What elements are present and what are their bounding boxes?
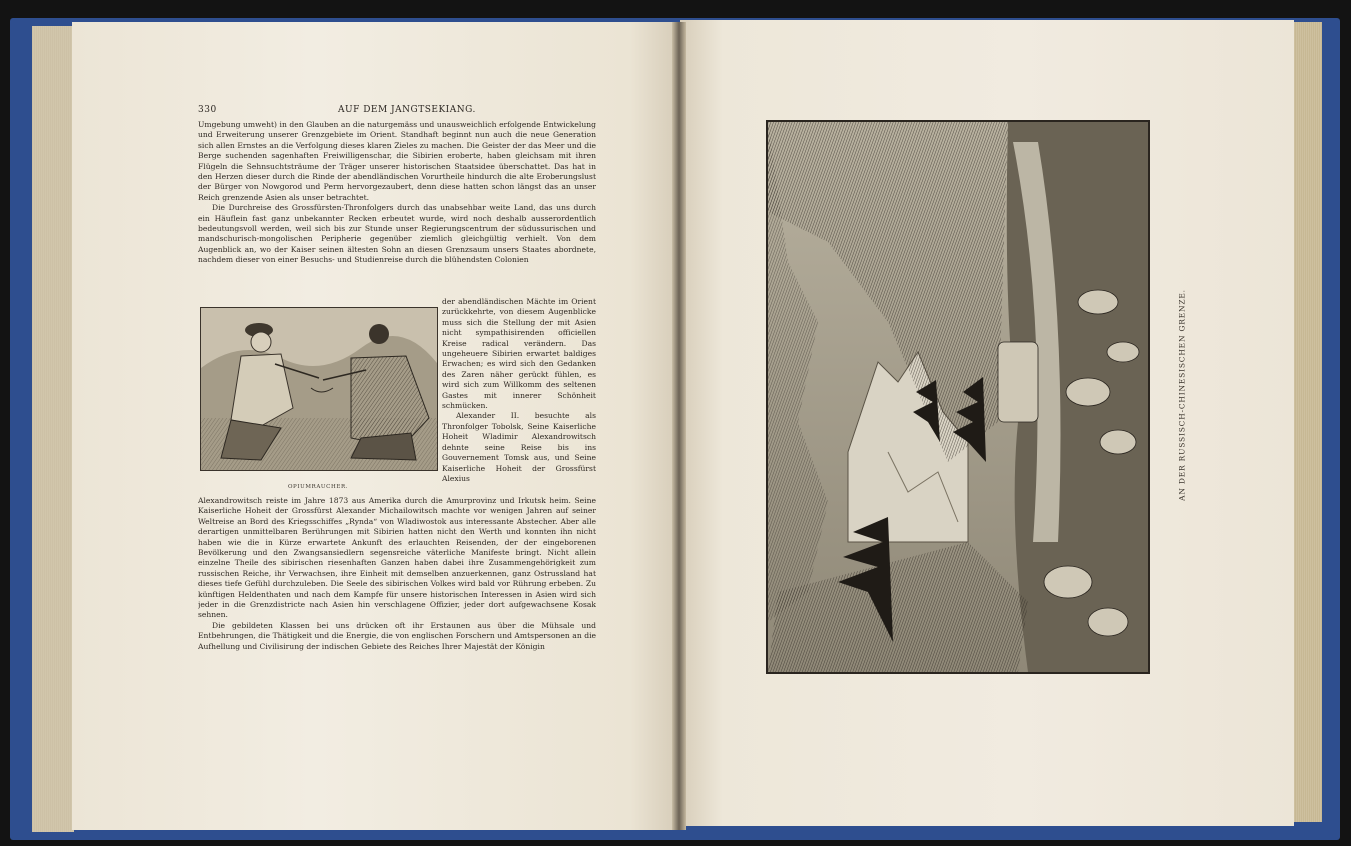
page-edges-left <box>32 26 74 832</box>
figure-caption: OPIUMRAUCHER. <box>287 484 349 490</box>
running-head: AUF DEM JANGTSEKIANG. <box>338 105 476 115</box>
paragraph: der abendländischen Mächte im Orient zurückkehrte, von diesem Augenblicke muss sich die Stellung der mit Asien nicht sympathisirenden officiellen Kreise radical verändern. Das ungeheuere Sibirien erwartet baldiges Erwachen; es wird sich den Gedanken des Zaren näher gerückt fühlen, es wird sich zum Willkomm des seltenen Gastes mit innerer Schönheit schmücken. <box>442 297 596 411</box>
paragraph: Alexander II. besuchte als Thronfolger Tobolsk, Seine Kaiserliche Hoheit Wladimir Alexandrowitsch dehnte seine Reise bis ins Gouvernement Tomsk aus, und Seine Kaiserliche Hoheit der Grossfürst Alexius <box>442 411 596 483</box>
page-header <box>198 105 598 117</box>
paragraph: Die Durchreise des Grossfürsten-Thronfolgers durch das unabsehbar weite Land, das uns durch ein Häuflein fast ganz unbekannter Recken erbeutet wurde, wird noch deshalb ausserordentlich bedeutungsvoll werden, weil sich bis zur Stunde unser Regierungscentrum der südussurischen und mandschurisch-mongolischen Peripherie gegenüber ziemlich gleichgültig verhielt. Von dem Augenblick an, wo der Kaiser seinen ältesten Sohn an diesen Grenzsaum unsers Staates abordnete, nachdem dieser von einer Besuchs- und Studienreise durch die blühendsten Colonien <box>198 203 596 265</box>
page-edges-right <box>1290 22 1322 822</box>
opium-smokers-illustration <box>200 307 438 471</box>
body-text-column <box>442 297 596 493</box>
river-landscape-plate <box>766 120 1150 674</box>
paragraph: Umgebung umweht) in den Glauben an die naturgemäss und unausweichlich erfolgende Entwickelung und Erweiterung unserer Grenzgebiete im Orient. Standhaft beginnt nun auch die neue Generation sich allen Ernstes an die Verfolgung dieses klaren Zieles zu machen. Die Geister der das Meer und die Berge suchenden sagenhaften Freiwilligenschar, die Sibirien eroberte, haben gleichsam mit ihren Flügeln die Sehnsuchtsträume der Träger unserer historischen Staatsidee überschattet. Das hat in den Herzen dieser durch die Rinde der abendländischen Vorurtheile hindurch die alte Eroberungslust der Bürger von Nowgorod und Perm hervorgezaubert, denn diese hatten schon längst das an unser Reich grenzende Asien als unser betrachtet. <box>198 120 596 202</box>
page-number: 330 <box>198 105 217 115</box>
engraving-plate <box>768 122 1148 672</box>
plate-side-caption: AN DER RUSSISCH-CHINESISCHEN GRENZE. <box>1177 289 1187 501</box>
body-text-top <box>198 120 596 298</box>
body-text-bottom <box>198 496 596 696</box>
paragraph: Die gebildeten Klassen bei uns drücken oft ihr Erstaunen aus über die Mühsale und Entbehrungen, die Thätigkeit und die Energie, die von englischen Forschern und Amtspersonen an die Aufhellung und Civilisirung der indischen Gebiete des Reiches Ihrer Majestät der Königin <box>198 620 596 651</box>
paragraph: Alexandrowitsch reiste im Jahre 1873 aus Amerika durch die Amurprovinz und Irkutsk heim. Seine Kaiserliche Hoheit der Grossfürst Alexander Michailowitsch machte vor wenigen Jahren auf seiner Weltreise an Bord des Kriegsschiffes „Rynda“ von Wladiwostok aus interessante Abstecher. Aber alle derartigen unmittelbaren Berührungen mit Sibirien hatten nicht den Werth und konnten ihn nicht haben wie die in Kürze erwartete Ankunft des erlauchten Reisenden, der der eingeborenen Bevölkerung und den Zwangsansiedlern segensreiche väterliche Manifeste bringt. Nicht allein einzelne Theile des sibirischen riesenhaften Ganzen haben dabei ihre Zusammengehörigkeit zum russischen Reiche, ihr Verwachsen, ihre Einheit mit demselben anzuerkennen, ganz Ostrussland hat dieses tiefe Gefühl durchzuleben. Die Seele des sibirischen Volkes wird bald vor Rührung erbeben. Zu künftigen Heldenthaten und nach dem Kampfe für unsere historischen Interessen in Asien wird sich jeder in die Grenzdistricte nach Asien hin verschlagene Offizier, jeder dort aufgewachsene Kosak sehnen. <box>198 496 596 620</box>
engraving-figure <box>201 308 437 470</box>
book-gutter <box>672 22 686 830</box>
